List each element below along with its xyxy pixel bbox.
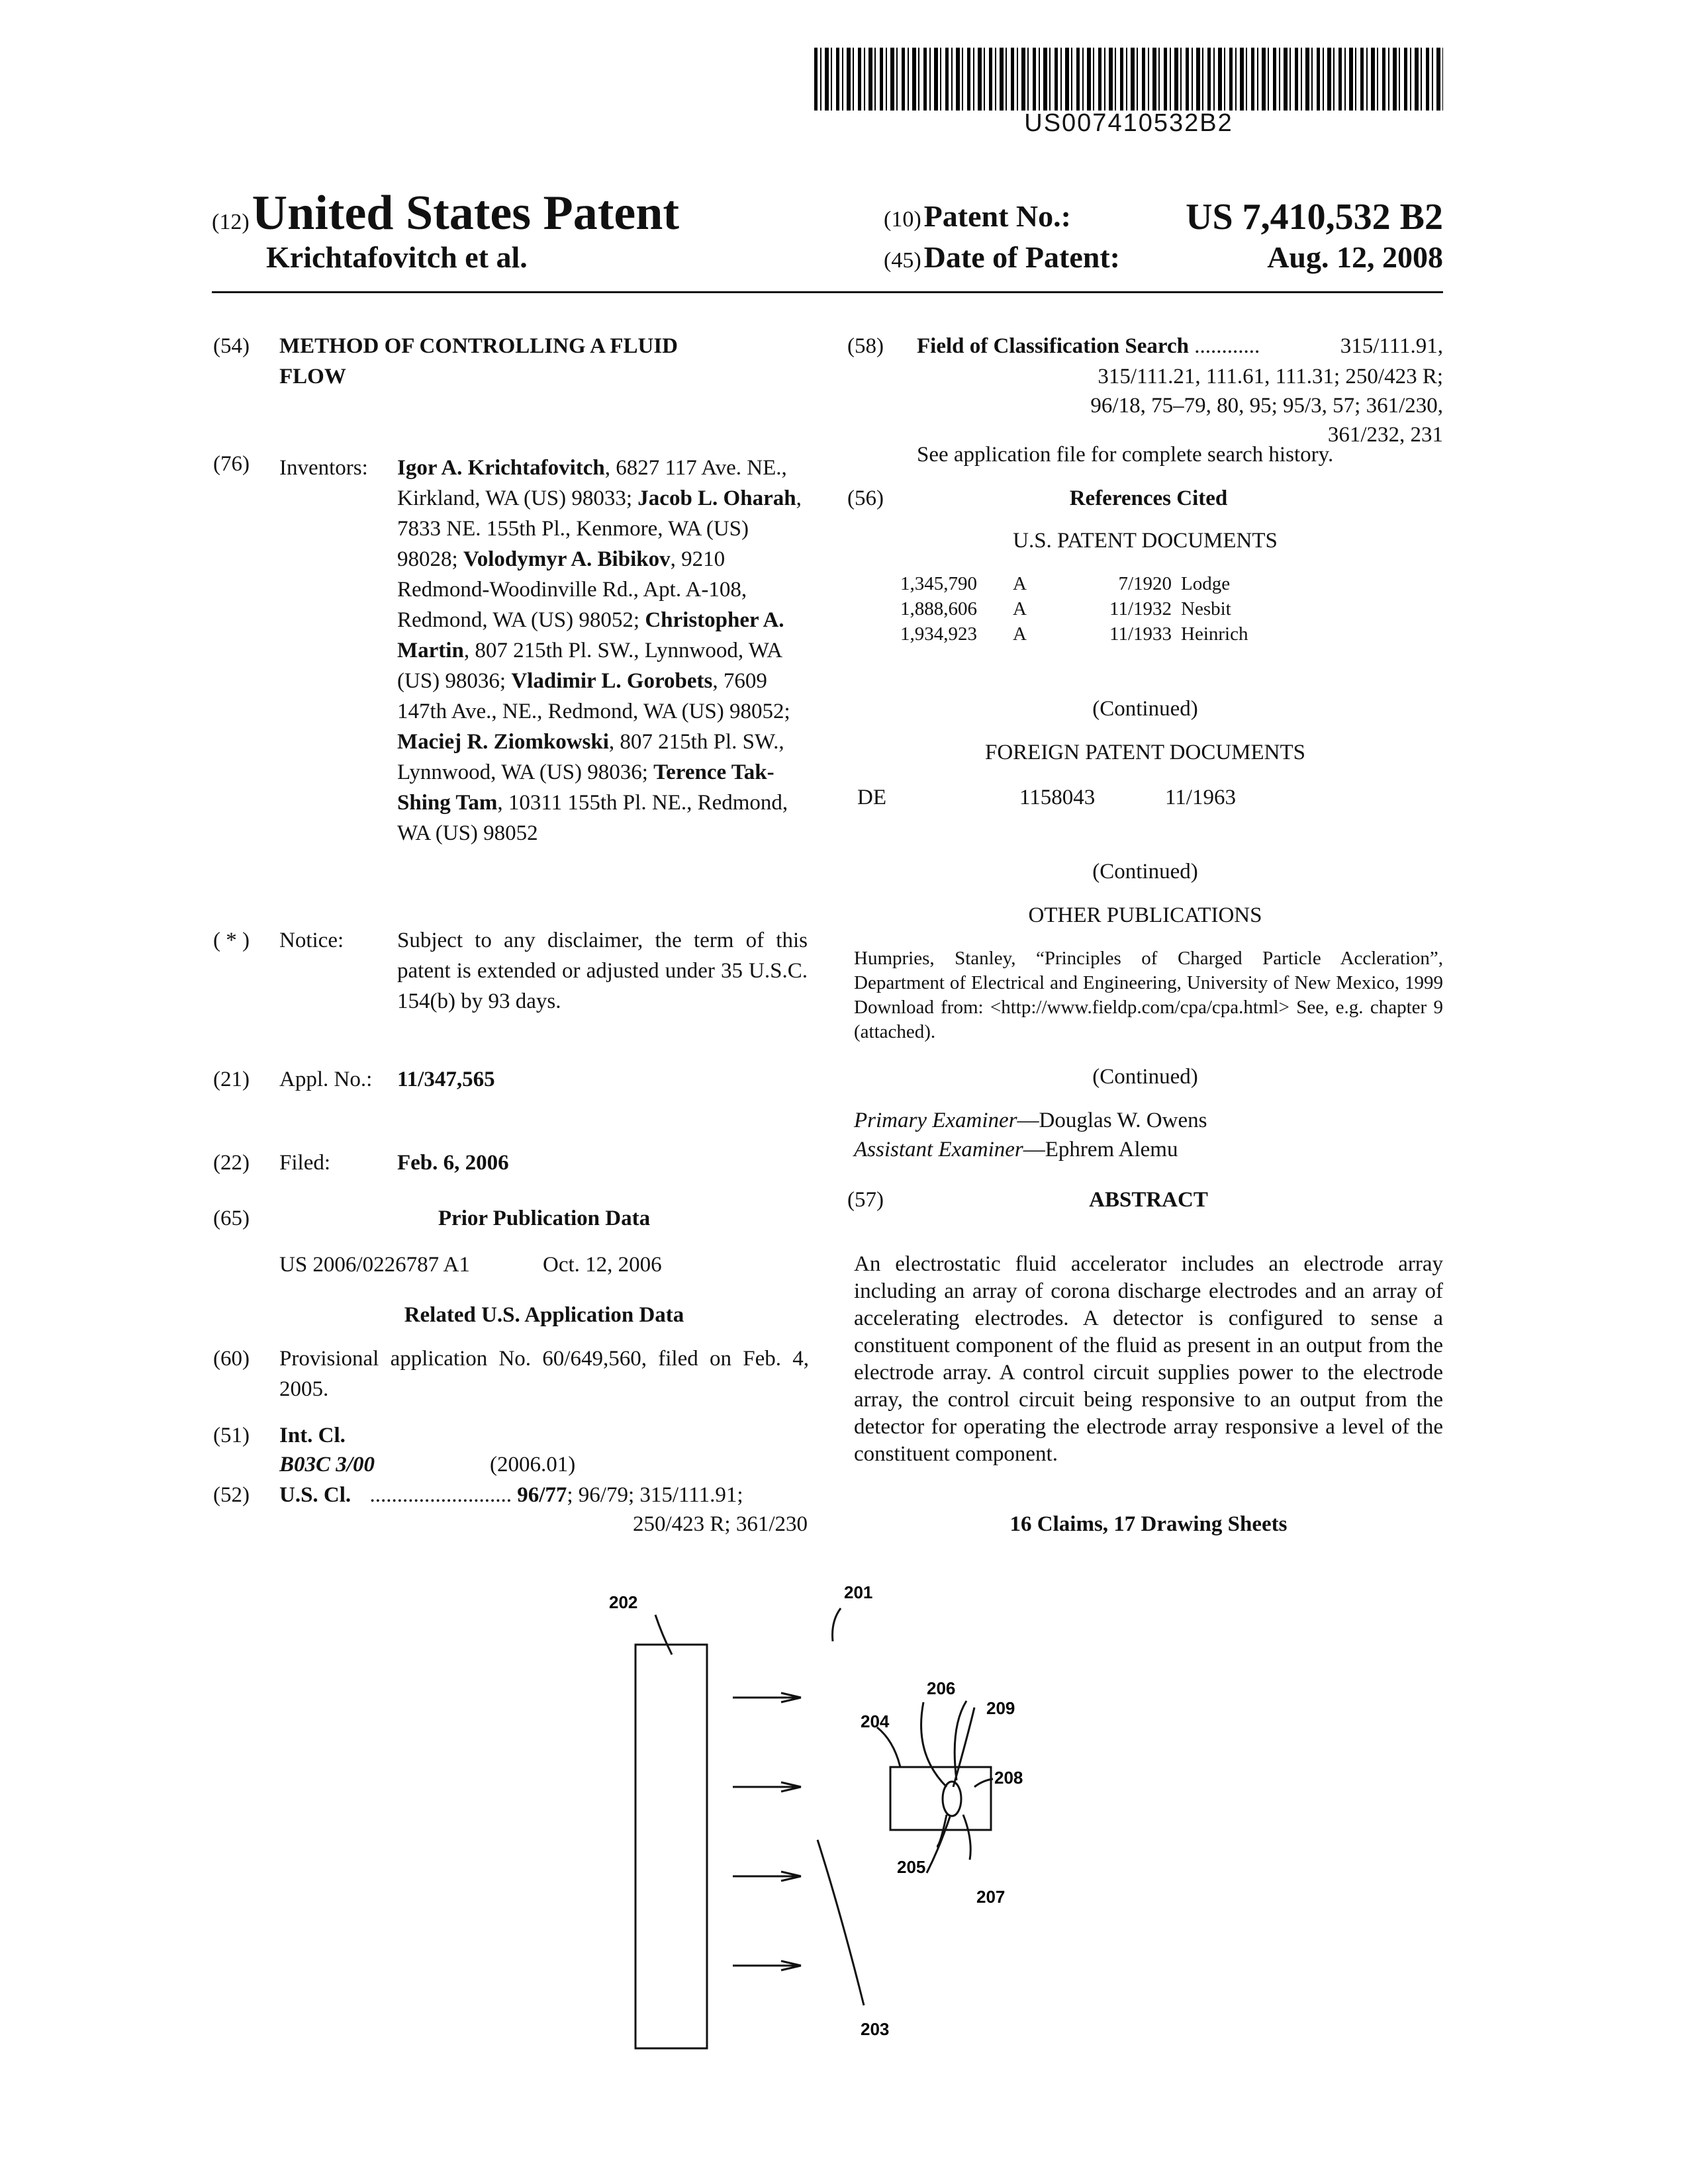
us-patent-docs-heading: U.S. PATENT DOCUMENTS [1013,529,1278,553]
code-58: (58) [847,334,884,358]
assistant-examiner [854,1134,1178,1165]
inventor-name: Terence Tak-Shing Tam [397,760,774,815]
notice-text: Subject to any disclaimer, the term of this patent is extended or adjusted under 35 U.S.C. 154(b) by 93 days. [397,929,808,1013]
inventors-label: Inventors: [279,456,368,480]
code-52: (52) [213,1483,250,1507]
field-search-line1: 315/111.91, [1340,334,1443,358]
primary-examiner-label: Primary Examiner [854,1109,1017,1132]
primary-examiner [854,1105,1207,1136]
us-doc-number: 1,345,790 [900,573,977,594]
foreign-country: DE [857,786,886,809]
inventor-address: , 6827 117 Ave. NE., Kirkland, WA (US) 98033; [397,456,787,510]
inventors-list [397,453,808,848]
other-publication: Humpries, Stanley, “Principles of Charged Particle Accleration”, Department of Electrical and Engineering, University of New Mexico, 1999 Download from: <http://www.fieldp.com/cpa/cpa.html> See, e.g. chapter 9 (attached). [854,948,1443,1042]
field-search-line2: 315/111.21, 111.61, 111.31; 250/423 R; [1098,365,1443,388]
claims-summary: 16 Claims, 17 Drawing Sheets [1009,1512,1288,1536]
foreign-docs-heading: FOREIGN PATENT DOCUMENTS [984,741,1306,764]
prior-pub-heading: Prior Publication Data [438,1206,651,1230]
code-22: (22) [213,1151,250,1175]
inventor-address: , 807 215th Pl. SW., Lynnwood, WA (US) 98036; [397,639,782,693]
code-notice: ( * ) [213,929,250,952]
references-heading: References Cited [1069,486,1228,510]
us-doc-kind: A [1013,598,1027,619]
figure-label: 203 [861,2019,890,2039]
inventor-address: , 7833 NE. 155th Pl., Kenmore, WA (US) 98028; [397,486,802,571]
inventor-name: Volodymyr A. Bibikov [463,547,671,571]
code-76: (76) [213,452,250,476]
us-cl-rest: ; 96/79; 315/111.91; [567,1483,743,1507]
field-search-note: See application file for complete search history. [917,443,1334,467]
field-search-dots: ............ [1194,334,1260,358]
figure-label: 206 [927,1678,956,1698]
figure-label: 208 [994,1768,1023,1788]
us-cl-dots: .......................... [369,1483,512,1507]
us-doc-kind: A [1013,623,1027,645]
figure-label: 201 [844,1582,873,1602]
field-search-label: Field of Classification Search [917,334,1189,358]
continued-3: (Continued) [1092,1065,1198,1089]
barcode-number: US007410532B2 [1024,109,1233,137]
provisional-application: Provisional application No. 60/649,560, filed on Feb. 4, 2005. [279,1347,809,1401]
related-data-heading: Related U.S. Application Data [404,1303,684,1327]
representative-drawing [569,1569,1099,2058]
inventor-address: , 7609 147th Ave., NE., Redmond, WA (US) 98052; [397,669,790,723]
figure-label: 204 [861,1711,890,1731]
field-search-row [917,331,1260,361]
us-doc-date: 11/1932 [1109,598,1172,619]
code-21: (21) [213,1068,250,1091]
header-rule [212,291,1443,293]
patent-date: Aug. 12, 2008 [1267,240,1443,274]
us-doc-name: Nesbit [1181,598,1231,619]
figure-label: 207 [976,1887,1006,1907]
prior-pub-date: Oct. 12, 2006 [543,1253,662,1277]
patent-no-label: Patent No.: [923,199,1071,233]
us-doc-number: 1,888,606 [900,598,977,619]
us-doc-row [900,597,1231,621]
inventor-address: , 10311 155th Pl. NE., Redmond, WA (US) 98052 [397,791,788,845]
figure-label: 209 [986,1698,1015,1718]
inventor-name: Jacob L. Oharah [637,486,796,510]
inventor-name: Vladimir L. Gorobets [511,669,713,693]
invention-title-line2: FLOW [279,365,346,388]
date-row [884,240,1120,275]
code-56: (56) [847,486,884,510]
code-54: (54) [213,334,250,358]
us-doc-date: 11/1933 [1109,623,1172,645]
us-cl-label: U.S. Cl. [279,1483,352,1507]
foreign-number: 1158043 [1019,786,1096,809]
field-search-line4: 361/232, 231 [1327,423,1443,447]
authors: Krichtafovitch et al. [266,240,528,274]
us-doc-kind: A [1013,573,1027,594]
assistant-examiner-name: —Ephrem Alemu [1023,1138,1178,1161]
patent-title: United States Patent [252,186,680,240]
us-doc-row [900,622,1248,647]
us-doc-date: 7/1920 [1118,573,1172,594]
code-45: (45) [884,248,921,273]
continued-1: (Continued) [1092,697,1198,721]
appl-no-label: Appl. No.: [279,1068,373,1091]
date-label: Date of Patent: [923,240,1120,274]
us-doc-row [900,572,1230,596]
figure-label: 205 [897,1857,926,1877]
patent-no-row [884,199,1071,234]
notice-label: Notice: [279,929,344,952]
int-cl-label: Int. Cl. [279,1424,346,1447]
inventor-name: Igor A. Krichtafovitch [397,456,605,480]
foreign-date: 11/1963 [1165,786,1236,809]
filed-date: Feb. 6, 2006 [397,1151,509,1175]
inventor-address: , 807 215th Pl. SW., Lynnwood, WA (US) 98036; [397,730,784,784]
us-doc-name: Lodge [1181,573,1231,594]
code-12: (12) [212,210,250,234]
inventor-name: Maciej R. Ziomkowski [397,730,609,754]
us-doc-name: Heinrich [1181,623,1248,645]
us-cl-main: 96/77 [517,1483,567,1507]
code-57: (57) [847,1188,884,1212]
appl-no: 11/347,565 [397,1068,495,1091]
code-65: (65) [213,1206,250,1230]
assistant-examiner-label: Assistant Examiner [854,1138,1023,1161]
us-doc-number: 1,934,923 [900,623,977,645]
electrode-array-plate [635,1645,707,2048]
filed-label: Filed: [279,1151,331,1175]
invention-title-line1: METHOD OF CONTROLLING A FLUID [279,334,679,358]
int-cl-class: B03C 3/00 [279,1453,375,1477]
abstract-heading: ABSTRACT [1089,1188,1208,1212]
figure-label: 202 [609,1592,638,1612]
patent-heading [212,185,679,242]
other-pubs-heading: OTHER PUBLICATIONS [1028,903,1262,927]
inventor-address: , 9210 Redmond-Woodinville Rd., Apt. A-108, Redmond, WA (US) 98052; [397,547,747,632]
barcode [814,48,1443,111]
code-60: (60) [213,1347,250,1371]
inventor-name: Christopher A. Martin [397,608,784,662]
field-search-line3: 96/18, 75–79, 80, 95; 95/3, 57; 361/230, [1090,394,1443,418]
code-10: (10) [884,207,921,232]
code-51: (51) [213,1424,250,1447]
us-cl-line1 [279,1480,809,1510]
primary-examiner-name: —Douglas W. Owens [1017,1109,1207,1132]
us-cl-line2: 250/423 R; 361/230 [632,1512,808,1536]
detector-box [890,1767,991,1830]
abstract-text: An electrostatic fluid accelerator includes an electrode array including an array of corona discharge electrodes and an array of accelerating electrodes. A detector is configured to sense a constituent component of the fluid as present in an output from the electrode array. A control circuit supplies power to the electrode array, the control circuit being responsive to an output from the detector for operating the electrode array responsive a level of the constituent component. [854,1252,1443,1466]
patent-number: US 7,410,532 B2 [1186,197,1443,238]
prior-pub-number: US 2006/0226787 A1 [279,1253,470,1277]
int-cl-year: (2006.01) [490,1453,576,1477]
continued-2: (Continued) [1092,860,1198,884]
